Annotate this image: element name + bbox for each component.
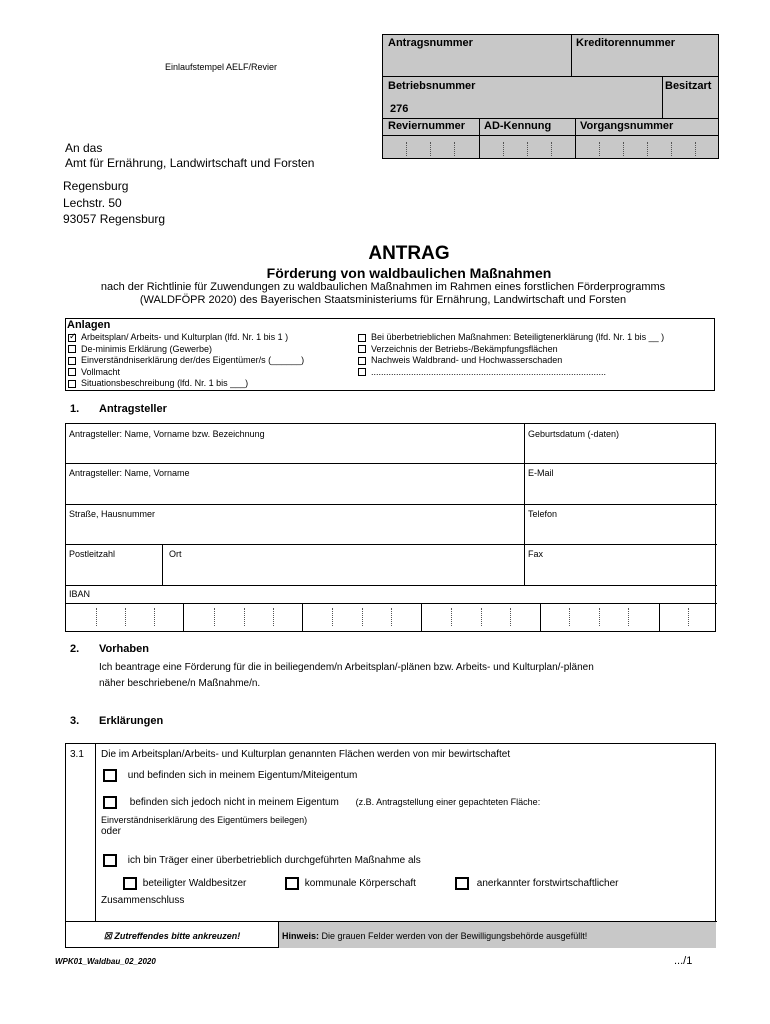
- anlage-item[interactable]: Situationsbeschreibung (lfd. Nr. 1 bis ___): [68, 378, 304, 390]
- address-line1: An das: [65, 141, 103, 155]
- erklaerung-intro: Die im Arbeitsplan/Arbeits- und Kulturplan genannten Flächen werden von mir bewirtschaftet: [101, 749, 511, 760]
- address-city: Regensburg: [63, 179, 129, 193]
- anlage-item[interactable]: Nachweis Waldbrand- und Hochwasserschaden: [358, 355, 664, 367]
- form-code: WPK01_Waldbau_02_2020: [55, 957, 156, 966]
- anlage-item[interactable]: Verzeichnis der Betriebs-/Bekämpfungsflächen: [358, 344, 664, 356]
- address-street: Lechstr. 50: [63, 196, 122, 210]
- checkbox-icon[interactable]: [358, 368, 366, 376]
- anlage-item[interactable]: ..............................................................................................: [358, 367, 664, 379]
- hinweis: Hinweis: Die grauen Felder werden von der Bewilligungsbehörde ausgefüllt!: [282, 931, 588, 941]
- address-line2: Amt für Ernährung, Landwirtschaft und Forsten: [65, 156, 315, 170]
- checkbox-icon[interactable]: [68, 345, 76, 353]
- name2-field[interactable]: Antragsteller: Name, Vorname: [69, 468, 190, 478]
- anlagen-left-list: [68, 332, 304, 390]
- anlage-item[interactable]: Bei überbetrieblichen Maßnahmen: Beteiligtenerklärung (lfd. Nr. 1 bis __ ): [358, 332, 664, 344]
- birthdate-field[interactable]: Geburtsdatum (-daten): [528, 429, 620, 439]
- option-eigentum[interactable]: und befinden sich in meinem Eigentum/Miteigentum: [103, 769, 357, 782]
- section1-number: 1.: [70, 403, 80, 415]
- section2-text-2: näher beschriebene/n Maßnahme/n.: [99, 678, 261, 689]
- section3-number: 3.: [70, 715, 80, 727]
- address-zip-city: 93057 Regensburg: [63, 212, 166, 226]
- section2-title: Vorhaben: [99, 643, 149, 655]
- email-field[interactable]: E-Mail: [528, 468, 554, 478]
- name1-field[interactable]: Antragsteller: Name, Vorname bzw. Bezeichnung: [69, 429, 265, 439]
- option-traeger[interactable]: ich bin Träger einer überbetrieblich durchgeführten Maßnahme als: [103, 854, 421, 867]
- anlagen-box: [65, 318, 715, 391]
- erklaerungen-box: [65, 743, 716, 948]
- checkbox-icon[interactable]: [123, 877, 137, 890]
- checkbox-icon[interactable]: [103, 854, 117, 867]
- section1-title: Antragsteller: [99, 403, 167, 415]
- zusammenschluss-cont: Zusammenschluss: [101, 895, 185, 906]
- iban-label: IBAN: [69, 589, 91, 599]
- checkbox-icon[interactable]: [68, 334, 76, 342]
- option-nicht-eigentum[interactable]: befinden sich jedoch nicht in meinem Eigentum (z.B. Antragstellung einer gepachteten Fläche:: [103, 796, 540, 809]
- doc-desc-1: nach der Richtlinie für Zuwendungen zu waldbaulichen Maßnahmen im Rahmen eines forstlichen Förderprogramms: [100, 281, 666, 293]
- iban-input[interactable]: [66, 604, 717, 632]
- oder-label: oder: [101, 826, 122, 837]
- section2-number: 2.: [70, 643, 80, 655]
- item-number: 3.1: [70, 749, 84, 760]
- kreditorennummer-label: Kreditorennummer: [576, 37, 676, 49]
- anlage-item[interactable]: Vollmacht: [68, 367, 304, 379]
- betriebsnummer-label: Betriebsnummer: [388, 80, 476, 92]
- besitzart-label: Besitzart: [665, 80, 712, 92]
- admin-box: [382, 34, 719, 159]
- ankreuzen-hint: ☒ Zutreffendes bitte ankreuzen!: [103, 931, 241, 941]
- city-field[interactable]: Ort: [169, 549, 182, 559]
- street-field[interactable]: Straße, Hausnummer: [69, 509, 156, 519]
- doc-desc-2: (WALDFÖPR 2020) des Bayerischen Staatsministeriums für Ernährung, Landwirtschaft und Forsten: [139, 294, 627, 306]
- checkbox-icon[interactable]: [68, 380, 76, 388]
- betriebsnummer-value: 276: [390, 103, 409, 115]
- anlage-item[interactable]: ✓Arbeitsplan/ Arbeits- und Kulturplan (lfd. Nr. 1 bis 1 ): [68, 332, 304, 344]
- anlage-item[interactable]: Einverständniserklärung der/des Eigentümer/s (______): [68, 355, 304, 367]
- anlagen-right-list: [358, 332, 664, 378]
- checkbox-icon[interactable]: [455, 877, 469, 890]
- stamp-label: Einlaufstempel AELF/Revier: [165, 62, 278, 72]
- checkbox-icon[interactable]: [68, 357, 76, 365]
- fax-field[interactable]: Fax: [528, 549, 544, 559]
- checkbox-icon[interactable]: [103, 796, 117, 809]
- anlagen-heading: Anlagen: [67, 319, 111, 331]
- option-kommunal[interactable]: kommunale Körperschaft: [285, 877, 416, 890]
- checkbox-icon[interactable]: [103, 769, 117, 782]
- checkbox-icon[interactable]: [68, 368, 76, 376]
- ad-kennung-label: AD-Kennung: [484, 120, 552, 132]
- antragsteller-table: [65, 423, 716, 632]
- checkbox-icon[interactable]: [358, 345, 366, 353]
- reviernummer-label: Reviernummer: [388, 120, 466, 132]
- option-beteiligter[interactable]: beteiligter Waldbesitzer: [123, 877, 246, 890]
- page-number: .../1: [674, 955, 693, 967]
- zip-field[interactable]: Postleitzahl: [69, 549, 116, 559]
- vorgangsnummer-label: Vorgangsnummer: [580, 120, 674, 132]
- antragsnummer-label: Antragsnummer: [388, 37, 473, 49]
- checkbox-icon[interactable]: [358, 334, 366, 342]
- checkbox-icon[interactable]: [358, 357, 366, 365]
- anlage-item[interactable]: De-minimis Erklärung (Gewerbe): [68, 344, 304, 356]
- phone-field[interactable]: Telefon: [528, 509, 558, 519]
- checkbox-icon[interactable]: [285, 877, 299, 890]
- doc-title: ANTRAG: [368, 243, 450, 264]
- option-note-2: Einverständniserklärung des Eigentümers beilegen): [101, 815, 308, 825]
- doc-subtitle: Förderung von waldbaulichen Maßnahmen: [266, 265, 552, 281]
- section2-text-1: Ich beantrage eine Förderung für die in beiliegendem/n Arbeitsplan/-plänen bzw. Arbeits- und Kulturplan/-plänen: [99, 662, 594, 673]
- option-zusammenschluss[interactable]: anerkannter forstwirtschaftlicher: [455, 877, 619, 890]
- section3-title: Erklärungen: [99, 715, 164, 727]
